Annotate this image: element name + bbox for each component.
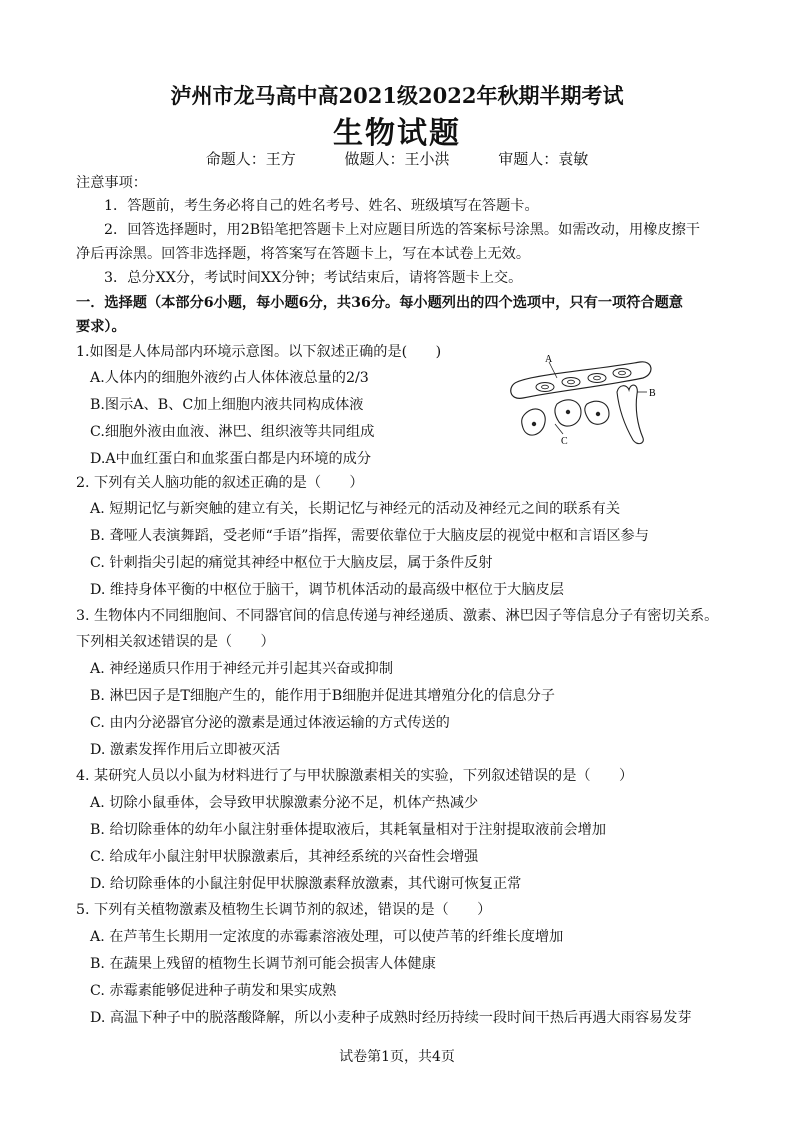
question-2-stem: 2. 下列有关人脑功能的叙述正确的是（ ） <box>76 475 364 491</box>
blood-cell-center <box>619 371 626 375</box>
question-5-option-d: D. 高温下种子中的脱落酸降解，所以小麦种子成熟时经历持续一段时间干热后再遇大雨容易发芽 <box>90 1010 692 1026</box>
question-4-option-d: D. 给切除垂体的小鼠注射促甲状腺激素释放激素，其代谢可恢复正常 <box>90 876 522 892</box>
question-1-option-d: D.A中血红蛋白和血浆蛋白都是内环境的成分 <box>90 451 372 467</box>
question-3-option-c: C. 由内分泌器官分泌的激素是通过体液运输的方式传送的 <box>90 715 450 731</box>
section-heading: 一．选择题（本部分6小题，每小题6分，共36分。每小题列出的四个选项中，只有一项符合题意 <box>76 295 683 311</box>
question-1-option-a: A.人体内的细胞外液约占人体体液总量的2/3 <box>90 370 369 386</box>
question-5-stem: 5. 下列有关植物激素及植物生长调节剂的叙述，错误的是（ ） <box>76 902 492 918</box>
note-line: 2．回答选择题时，用2B铅笔把答题卡上对应题目所选的答案标号涂黑。如需改动，用橡皮擦干 <box>104 222 700 238</box>
label-b: B <box>649 388 656 399</box>
cell-nucleus <box>566 410 570 414</box>
blood-cell <box>613 369 631 378</box>
note-line: 3．总分XX分，考试时间XX分钟；考试结束后，请将答题卡上交。 <box>104 270 523 286</box>
blood-cell <box>588 374 606 383</box>
blood-cell-center <box>542 385 549 389</box>
capillary-outline <box>511 362 651 399</box>
blood-cell <box>562 378 580 387</box>
question-4-stem: 4. 某研究人员以小鼠为材料进行了与甲状腺激素相关的实验，下列叙述错误的是（ ） <box>76 768 634 784</box>
question-1-option-b: B.图示A、B、C加上细胞内液共同构成体液 <box>90 397 364 413</box>
question-3-stem: 3. 生物体内不同细胞间、不同器官间的信息传递与神经递质、激素、淋巴因子等信息分子有密切关系。 <box>76 608 719 624</box>
question-3-option-d: D. 激素发挥作用后立即被灭活 <box>90 742 281 758</box>
blood-cell-center <box>568 380 575 384</box>
author-reviewer: 审题人：袁敏 <box>498 150 589 168</box>
author-setter: 命题人：王方 <box>205 150 296 168</box>
blood-cell <box>536 383 554 392</box>
exam-title: 泸州市龙马高中高2021级2022年秋期半期考试 <box>170 83 624 108</box>
authors-line <box>0 148 794 169</box>
question-4-option-a: A. 切除小鼠垂体，会导致甲状腺激素分泌不足，机体产热减少 <box>90 795 479 811</box>
internal-environment-diagram <box>505 352 665 452</box>
note-line: 净后再涂黑。回答非选择题，将答案写在答题卡上，写在本试卷上无效。 <box>76 246 531 262</box>
question-5-option-c: C. 赤霉素能够促进种子萌发和果实成熟 <box>90 983 337 999</box>
question-2-option-a: A. 短期记忆与新突触的建立有关，长期记忆与神经元的活动及神经元之间的联系有关 <box>90 501 621 517</box>
question-5-option-a: A. 在芦苇生长期用一定浓度的赤霉素溶液处理，可以使芦苇的纤维长度增加 <box>90 929 564 945</box>
section-heading-cont: 要求）。 <box>76 319 126 335</box>
notes-heading: 注意事项： <box>76 175 147 191</box>
question-2-option-c: C. 针刺指尖引起的痛觉其神经中枢位于大脑皮层，属于条件反射 <box>90 555 493 571</box>
lymph-vessel <box>617 385 643 444</box>
cell-nucleus <box>596 412 600 416</box>
label-a: A <box>545 354 553 365</box>
question-2-option-b: B. 聋哑人表演舞蹈，受老师“手语”指挥，需要依靠位于大脑皮层的视觉中枢和言语区参与 <box>90 528 649 544</box>
question-1-option-c: C.细胞外液由血液、淋巴、组织液等共同组成 <box>90 424 375 440</box>
author-solver: 做题人：王小洪 <box>344 150 450 168</box>
subject-title: 生物试题 <box>333 116 461 151</box>
note-line: 1．答题前，考生务必将自己的姓名考号、姓名、班级填写在答题卡。 <box>104 198 539 214</box>
question-4-option-b: B. 给切除垂体的幼年小鼠注射垂体提取液后，其耗氧量相对于注射提取液前会增加 <box>90 822 607 838</box>
question-3-stem-cont: 下列相关叙述错误的是（ ） <box>76 634 275 650</box>
label-c-leader <box>555 424 563 434</box>
question-4-option-c: C. 给成年小鼠注射甲状腺激素后，其神经系统的兴奋性会增强 <box>90 849 479 865</box>
question-5-option-b: B. 在蔬果上残留的植物生长调节剂可能会损害人体健康 <box>90 956 436 972</box>
question-3-option-b: B. 淋巴因子是T细胞产生的，能作用于B细胞并促进其增殖分化的信息分子 <box>90 688 555 704</box>
blood-cell-center <box>594 376 601 380</box>
page-footer: 试卷第1页，共4页 <box>339 1049 455 1065</box>
question-1-stem: 1.如图是人体局部内环境示意图。以下叙述正确的是( ) <box>76 344 442 360</box>
cell-nucleus <box>532 422 536 426</box>
label-c: C <box>561 436 568 447</box>
question-2-option-d: D. 维持身体平衡的中枢位于脑干，调节机体活动的最高级中枢位于大脑皮层 <box>90 582 564 598</box>
question-3-option-a: A. 神经递质只作用于神经元并引起其兴奋或抑制 <box>90 661 394 677</box>
